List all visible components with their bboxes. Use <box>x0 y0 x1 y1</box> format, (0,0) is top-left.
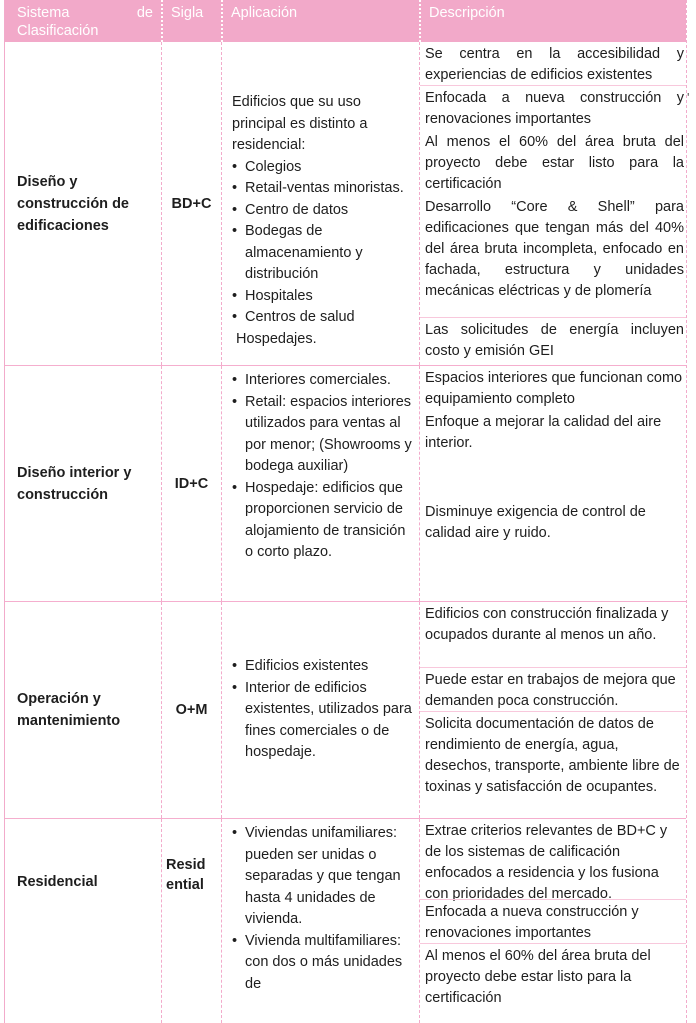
paragraph: Enfocada a nueva construcción y renovaciones importantes <box>425 904 639 941</box>
bullet-item: • Edificios existentes <box>232 656 413 678</box>
cell-sigla <box>161 42 221 365</box>
bullet-item: • Retail-ventas minoristas. <box>232 178 413 200</box>
cell-aplicacion <box>221 366 419 601</box>
cell-aplicacion <box>221 819 419 1023</box>
descripcion-subcell <box>420 85 686 317</box>
descripcion-subcell <box>420 943 686 1023</box>
paragraph: Extrae criterios relevantes de BD+C y de los sistemas de calificación enfocados a residencia y los fusiona con prioridades del mercado. <box>425 823 668 902</box>
stray-mark: ' <box>687 90 690 105</box>
header-cell-sistema: Sistema de Clasificación <box>17 5 153 39</box>
sistema-label: Diseño y construcción de edificaciones <box>17 173 129 234</box>
paragraph: Al menos el 60% del área bruta del proyecto debe estar listo para la certificación <box>425 948 651 1006</box>
bullet-item: • Hospedaje: edificios que proporcionen servicio de alojamiento de transición o corto plazo. <box>232 478 413 564</box>
cell-sistema <box>5 602 161 818</box>
table-row-idc <box>5 365 686 601</box>
header-cell-descripcion: Descripción <box>419 0 686 42</box>
bullet-item: • Hospitales <box>232 286 413 308</box>
cell-sigla <box>161 819 221 1023</box>
paragraph: Puede estar en trabajos de mejora que demanden poca construcción. <box>425 672 676 709</box>
bullet-item: • Bodegas de almacenamiento y distribución <box>232 221 413 286</box>
paragraph: Espacios interiores que funcionan como equipamiento completo <box>425 370 683 407</box>
paragraph: Solicita documentación de datos de rendimiento de energía, agua, desechos, transporte, ambiente libre de toxinas y satisfacción de ocupantes. <box>425 716 680 795</box>
cell-sigla <box>161 366 221 601</box>
paragraph: Las solicitudes de energía incluyen costo y emisión GEI <box>425 322 684 359</box>
bullet-item: • Interiores comerciales. <box>232 370 413 392</box>
descripcion-subcell <box>420 42 686 85</box>
descripcion-subcell <box>420 366 686 601</box>
table-row-bdc <box>5 42 686 365</box>
sistema-label: Operación y mantenimiento <box>17 691 121 729</box>
cell-sistema <box>5 366 161 601</box>
bullet-item: • Vivienda multifamiliares: con dos o más unidades de <box>232 931 413 996</box>
aplicacion-outro: Hospedajes. <box>236 330 317 347</box>
descripcion-subcell <box>420 602 686 667</box>
sigla-label: Resid ential <box>166 857 206 893</box>
cell-sigla <box>161 602 221 818</box>
table-row-residential <box>5 818 686 1023</box>
paragraph: Al menos el 60% del área bruta del proyecto debe estar listo para la certificación <box>425 134 684 192</box>
aplicacion-bullet-list <box>232 157 413 329</box>
aplicacion-intro: Edificios que su uso principal es distinto a residencial: <box>232 94 368 153</box>
sistema-label: Diseño interior y construcción <box>17 464 132 503</box>
classification-table <box>4 0 690 1023</box>
table-header-row <box>5 0 686 42</box>
descripcion-subcell <box>420 667 686 711</box>
descripcion-subcell <box>420 317 686 365</box>
cell-sistema <box>5 819 161 1023</box>
cell-descripcion <box>419 366 686 601</box>
paragraph: Se centra en la accesibilidad y experiencias de edificios existentes <box>425 46 684 83</box>
cell-aplicacion <box>221 602 419 818</box>
cell-descripcion <box>419 42 686 365</box>
table-row-om <box>5 601 686 818</box>
paragraph: Enfocada a nueva construcción y renovaciones importantes <box>425 90 684 127</box>
cell-aplicacion <box>221 42 419 365</box>
sigla-label: BD+C <box>171 195 212 212</box>
sigla-label: O+M <box>175 702 208 718</box>
bullet-item: • Centros de salud <box>232 307 413 329</box>
header-cell-aplicacion: Aplicación <box>221 0 419 42</box>
descripcion-subcell <box>420 899 686 943</box>
sistema-label: Residencial <box>17 874 98 890</box>
bullet-item: • Viviendas unifamiliares: pueden ser unidas o separadas y que tengan hasta 4 unidades de vivienda. <box>232 823 413 931</box>
paragraph: Edificios con construcción finalizada y ocupados durante al menos un año. <box>425 606 669 643</box>
paragraph: Enfoque a mejorar la calidad del aire interior. <box>425 414 662 451</box>
cell-descripcion <box>419 819 686 1023</box>
paragraph: Disminuye exigencia de control de calidad aire y ruido. <box>425 504 646 541</box>
aplicacion-bullet-list <box>232 823 413 995</box>
cell-sistema <box>5 42 161 365</box>
sigla-label: ID+C <box>174 475 209 492</box>
descripcion-subcell <box>420 819 686 902</box>
bullet-item: • Centro de datos <box>232 200 413 222</box>
header-cell-sigla: Sigla <box>161 0 221 42</box>
bullet-item: • Colegios <box>232 157 413 179</box>
bullet-item: • Retail: espacios interiores utilizados para ventas al por menor; (Showrooms y bodega auxiliar) <box>232 392 413 478</box>
aplicacion-bullet-list <box>232 656 413 764</box>
descripcion-subcell <box>420 711 686 818</box>
paragraph: Desarrollo “Core & Shell” para edificaciones que tengan más del 40% del área bruta incompleta, enfocado en fachada, estructura y unidades mecánicas eléctricas y de plomería <box>425 199 684 299</box>
aplicacion-bullet-list <box>232 370 413 564</box>
bullet-item: • Interior de edificios existentes, utilizados para fines comerciales o de hospedaje. <box>232 678 413 764</box>
cell-descripcion <box>419 602 686 818</box>
